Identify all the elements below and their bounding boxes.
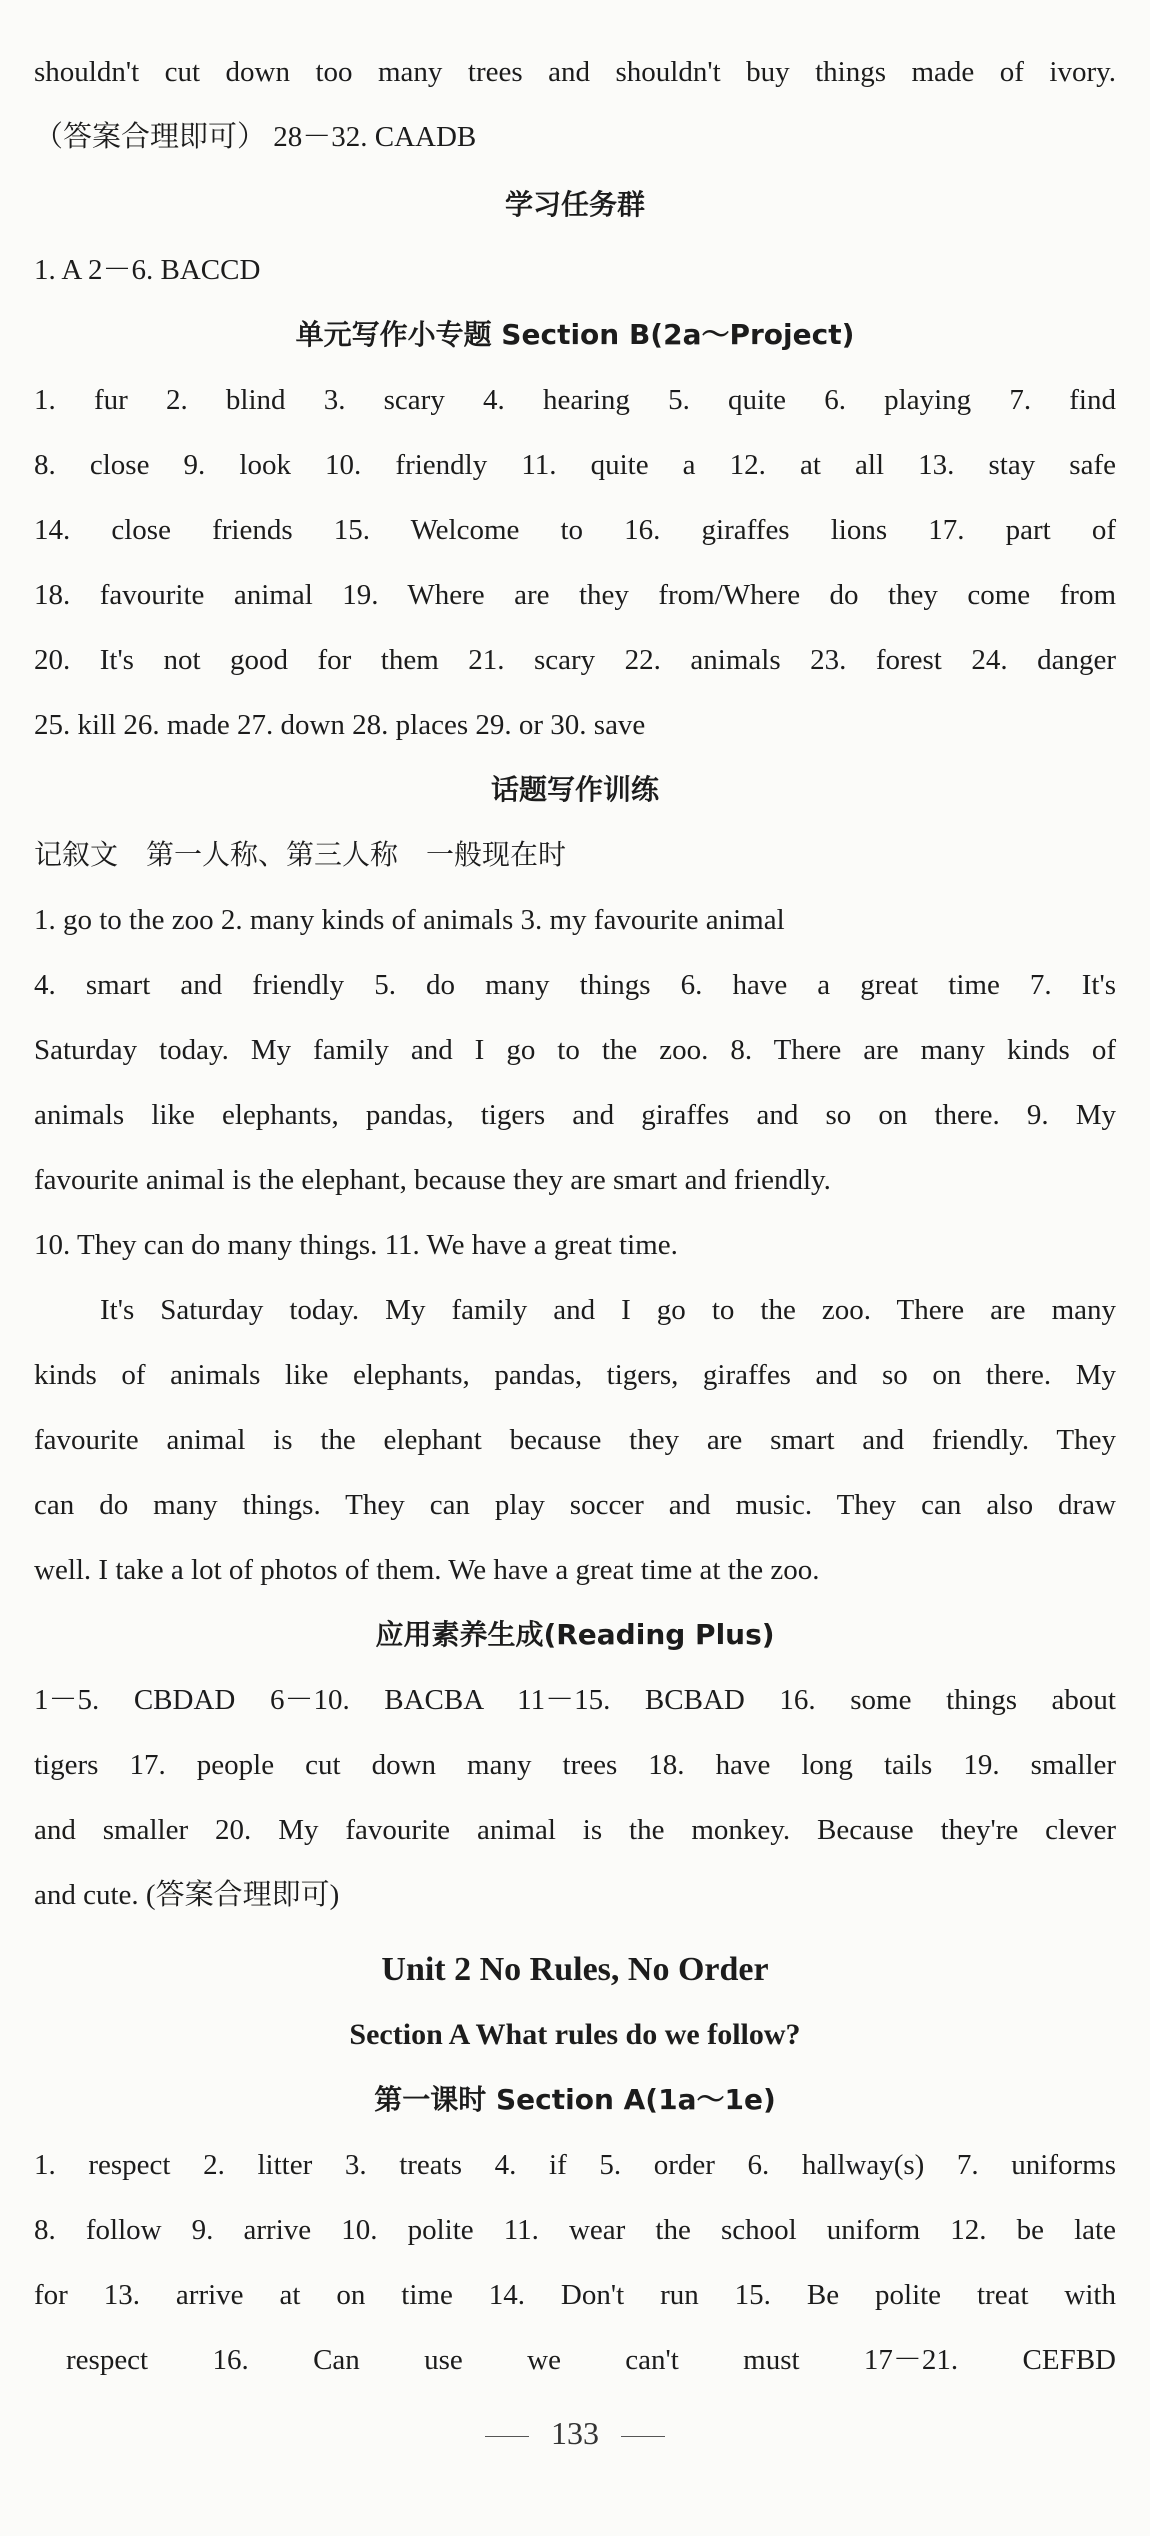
paragraph-line: kinds of animals like elephants, pandas, tigers, giraffes and so on there. My xyxy=(34,1359,1116,1391)
text-line: 14. close friends 15. Welcome to 16. giraffes lions 17. part of xyxy=(34,514,1116,546)
dash-decoration xyxy=(621,2436,665,2437)
section-title: Section A What rules do we follow? xyxy=(349,2018,801,2051)
text-line: 8. close 9. look 10. friendly 11. quite a 12. at all 13. stay safe xyxy=(34,449,1116,481)
text-line: for 13. arrive at on time 14. Don't run 15. Be polite treat with xyxy=(34,2279,1116,2311)
section-heading: 话题写作训练 xyxy=(490,773,659,806)
section-heading: 单元写作小专题 Section B(2a～Project) xyxy=(295,318,855,351)
text-line: 1－5. CBDAD 6－10. BACBA 11－15. BCBAD 16. some things about xyxy=(34,1684,1116,1716)
text-line: favourite animal is the elephant, because they are smart and friendly. xyxy=(34,1164,831,1196)
text-line: 8. follow 9. arrive 10. polite 11. wear the school uniform 12. be late xyxy=(34,2214,1116,2246)
text-line: shouldn't cut down too many trees and shouldn't buy things made of ivory. xyxy=(34,56,1116,88)
page-number-text: 133 xyxy=(551,2415,599,2451)
paragraph-line: It's Saturday today. My family and I go to the zoo. There are many xyxy=(100,1294,1116,1326)
text-line: and cute. (答案合理即可) xyxy=(34,1879,340,1911)
paragraph-line: favourite animal is the elephant because they are smart and friendly. They xyxy=(34,1424,1116,1456)
text-line: 20. It's not good for them 21. scary 22. animals 23. forest 24. danger xyxy=(34,644,1116,676)
text-line: 10. They can do many things. 11. We have a great time. xyxy=(34,1229,678,1261)
paragraph-line: can do many things. They can play soccer and music. They can also draw xyxy=(34,1489,1116,1521)
text-line: Saturday today. My family and I go to the zoo. 8. There are many kinds of xyxy=(34,1034,1116,1066)
text-line: 1. A 2－6. BACCD xyxy=(34,254,261,286)
dash-decoration xyxy=(485,2436,529,2437)
text-line: （答案合理即可） 28－32. CAADB xyxy=(34,121,477,153)
text-line: respect 16. Can use we can't must 17－21. CEFBD xyxy=(66,2344,1116,2376)
text-line: 1. fur 2. blind 3. scary 4. hearing 5. quite 6. playing 7. find xyxy=(34,384,1116,416)
text-line: 1. respect 2. litter 3. treats 4. if 5. order 6. hallway(s) 7. uniforms xyxy=(34,2149,1116,2181)
text-line: 1. go to the zoo 2. many kinds of animals 3. my favourite animal xyxy=(34,904,785,936)
text-line: animals like elephants, pandas, tigers and giraffes and so on there. 9. My xyxy=(34,1099,1116,1131)
section-heading: 应用素养生成(Reading Plus) xyxy=(375,1618,775,1651)
section-heading: 学习任务群 xyxy=(504,188,645,221)
text-line: 4. smart and friendly 5. do many things 6. have a great time 7. It's xyxy=(34,969,1116,1001)
unit-title: Unit 2 No Rules, No Order xyxy=(381,1951,769,1988)
text-line: 25. kill 26. made 27. down 28. places 29. or 30. save xyxy=(34,709,646,741)
text-line: 记叙文 第一人称、第三人称 一般现在时 xyxy=(34,838,567,871)
paragraph-line: well. I take a lot of photos of them. We have a great time at the zoo. xyxy=(34,1554,820,1586)
text-line: and smaller 20. My favourite animal is the monkey. Because they're clever xyxy=(34,1814,1116,1846)
text-line: tigers 17. people cut down many trees 18. have long tails 19. smaller xyxy=(34,1749,1116,1781)
text-line: 18. favourite animal 19. Where are they from/Where do they come from xyxy=(34,579,1116,611)
page-number xyxy=(0,2415,1150,2452)
lesson-title: 第一课时 Section A(1a～1e) xyxy=(374,2083,776,2116)
